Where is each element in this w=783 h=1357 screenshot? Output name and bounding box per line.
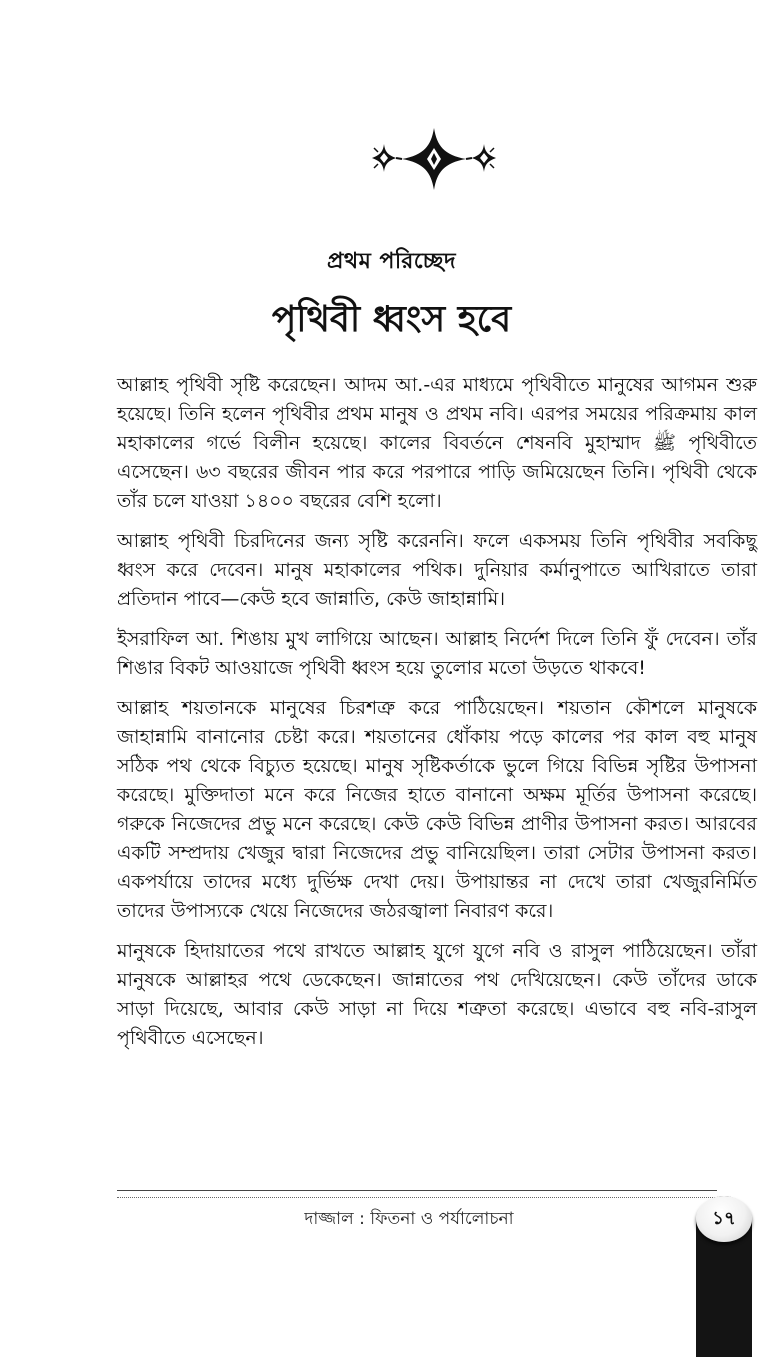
chapter-label: প্রথম পরিচ্ছেদ bbox=[326, 249, 457, 274]
paragraph: আল্লাহ পৃথিবী চিরদিনের জন্য সৃষ্টি করেননি। ফলে একসময় তিনি পৃথিবীর সবকিছু ধ্বংস করে দেবেন। মানুষ মহাকালের পথিক। দুনিয়ার কর্মানুপাতে আখিরাতে তারা প্রতিদান পাবে—কেউ হবে জান্নাতি, কেউ জাহান্নামি। bbox=[117, 530, 757, 610]
paragraph: মানুষকে হিদায়াতের পথে রাখতে আল্লাহ যুগে যুগে নবি ও রাসুল পাঠিয়েছেন। তাঁরা মানুষকে আল্লাহর পথে ডেকেছেন। জান্নাতের পথ দেখিয়েছেন। কেউ তাঁদের ডাকে সাড়া দিয়েছে, আবার কেউ সাড়া না দিয়ে শত্রুতা করেছে। এভাবে বহু নবি-রাসুল পৃথিবীতে এসেছেন। bbox=[117, 940, 757, 1049]
chapter-title: পৃথিবী ধ্বংস হবে bbox=[271, 299, 512, 340]
body-text bbox=[117, 371, 757, 1064]
page-number: ১৭ bbox=[696, 1196, 752, 1242]
paragraph: আল্লাহ পৃথিবী সৃষ্টি করেছেন। আদম আ.-এর মাধ্যমে পৃথিবীতে মানুষের আগমন শুরু হয়েছে। তিনি হলেন পৃথিবীর প্রথম মানুষ ও প্রথম নবি। এরপর সময়ের পরিক্রমায় কাল মহাকালের গর্ভে বিলীন হয়েছে। কালের বিবর্তনে শেষনবি মুহাম্মাদ ﷺ পৃথিবীতে এসেছেন। ৬৩ বছরের জীবন পার করে পরপারে পাড়ি জমিয়েছেন তিনি। পৃথিবী থেকে তাঁর চলে যাওয়া ১৪০০ বছরের বেশি হলো। bbox=[117, 374, 758, 512]
running-footer-book-title: দাজ্জাল : ফিতনা ও পর্যালোচনা bbox=[304, 1209, 514, 1229]
paragraph: ইসরাফিল আ. শিঙায় মুখ লাগিয়ে আছেন। আল্লাহ নির্দেশ দিলে তিনি ফুঁ দেবেন। তাঁর শিঙার বিকট আওয়াজে পৃথিবী ধ্বংস হয়ে তুলোর মতো উড়তে থাকবে! bbox=[117, 628, 757, 679]
footer-divider bbox=[117, 1190, 717, 1198]
paragraph: আল্লাহ শয়তানকে মানুষের চিরশত্রু করে পাঠিয়েছেন। শয়তান কৌশলে মানুষকে জাহান্নামি বানানোর চেষ্টা করে। শয়তানের ধোঁকায় পড়ে কালের পর কাল বহু মানুষ সঠিক পথ থেকে বিচ্যুত হয়েছে। মানুষ সৃষ্টিকর্তাকে ভুলে গিয়ে বিভিন্ন সৃষ্টির উপাসনা করেছে। মুক্তিদাতা মনে করে নিজের হাতে বানানো অক্ষম মূর্তির উপাসনা করেছে। গরুকে নিজেদের প্রভু মনে করেছে। কেউ কেউ বিভিন্ন প্রাণীর উপাসনা করত। আরবের একটি সম্প্রদায় খেজুর দ্বারা নিজেদের প্রভু বানিয়েছিল। তারা সেটার উপাসনা করত। একপর্যায়ে তাদের মধ্যে দুর্ভিক্ষ দেখা দেয়। উপায়ান্তর না দেখে তারা খেজুরনির্মিত তাদের উপাস্যকে খেয়ে নিজেদের জঠরজ্বালা নিবারণ করে। bbox=[117, 697, 757, 922]
star-ornament-icon bbox=[364, 124, 504, 194]
